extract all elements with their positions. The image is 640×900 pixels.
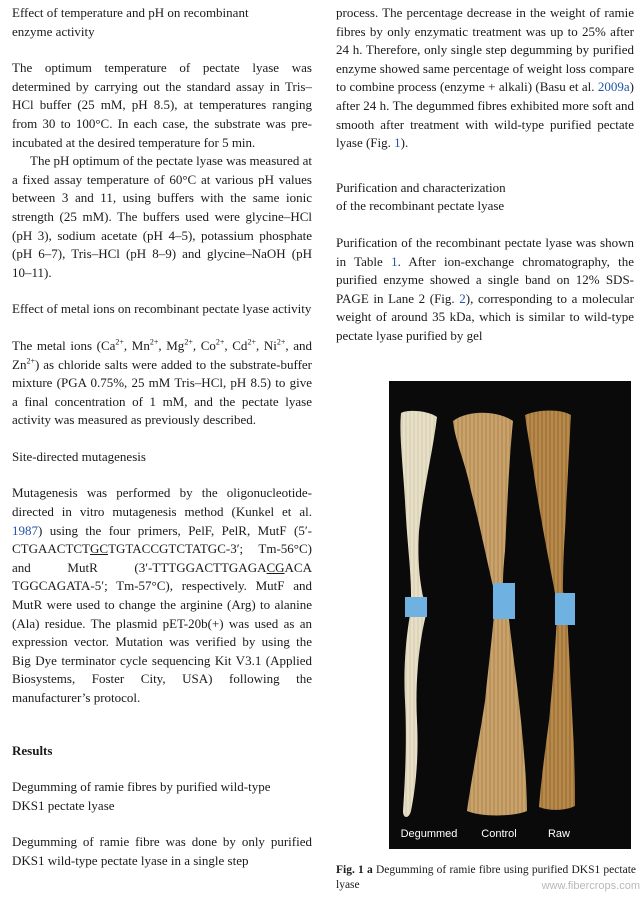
heading-mutagenesis: Site-directed mutagenesis <box>12 448 146 464</box>
raw-fibre <box>525 411 575 810</box>
figure-1-link[interactable]: 1 <box>394 135 401 151</box>
figure-2-link[interactable]: 2 <box>459 290 466 306</box>
heading-metal-ions: Effect of metal ions on recombinant pectate lyase activity <box>12 301 312 317</box>
paragraph-metal-ions: The metal ions ($Ca^{2+}$, $Mn^{2+}$, $Mg^{2+}$, $Co^{2+}$, $Cd^{2+}$, $Ni^{2+}$, and $Zn^{2+}$) as chloride salts were added to the substrate-buffer mixture (PGA 0.75%, 25 mM Tris–HCl, pH 8.5) to give a final concentration of 1 mM, and the pectate lyase activity was measured as previously described. <box>12 337 312 428</box>
control-fibre <box>453 413 527 816</box>
heading-degumming: Degumming of ramie fibres by purified wild-type DKS1 pectate lyase <box>12 779 271 813</box>
label-raw: Raw <box>547 828 571 840</box>
control-tape <box>493 583 515 619</box>
table-1-link[interactable]: 1 <box>391 253 398 269</box>
figure-ramie-fibres <box>389 381 631 849</box>
paragraph-degumming: Degumming of ramie fibre was done by only purified DKS1 wild-type pectate lyase in a single step <box>12 834 312 868</box>
degummed-fibre <box>400 411 437 817</box>
heading-purification: Purification and characterization of the recombinant pectate lyase <box>336 179 506 214</box>
label-control: Control <box>481 828 517 840</box>
fibre-photo <box>389 381 631 849</box>
paragraph-temperature: The optimum temperature of pectate lyase was determined by carrying out the standard assay in Tris–HCl buffer (25 mM, pH 8.5), at temperatures ranging from 30 to 100°C. In each case, the substrate was pre-incubated at the desired temperature for 5 min. <box>12 60 312 150</box>
paragraph-weight-loss: process. The percentage decrease in the weight of ramie fibres by only enzymatic treatment was up to 25% after 24 h. Therefore, only single step degumming by purified enzyme showed same percentage of weight loss compare to combine process (enzyme + alkali) (Basu et al. 2009a) after 24 h. The degummed fibres exhibited more soft and smooth after treatment with wild-type purified pectate lyase (Fig. 1). <box>336 5 634 151</box>
citation-basu[interactable]: 2009a <box>597 79 630 95</box>
label-degummed: Degummed <box>400 828 458 840</box>
paragraph-mutagenesis: Mutagenesis was performed by the oligonucleotide-directed in vitro mutagenesis method (Kunkel et al. 1987) using the four primers, PelF, PelR, MutF (5′-CTGAACTCTGCTGTACCGTCTATGC-3′; Tm-56°C) and MutR (3′-TTTGGACTTGAGACGACA TGGCAGATA-5′; Tm-57°C), respectively. MutF and MutR were used to change the arginine (Arg) to alanine (Ala) residue. The plasmid pET-20b(+) was used as an expression vector. Mutation was verified by using the Big Dye terminator cycle sequencing Kit V3.1 (Applied Biosystems, Foster City, USA) following the manufacturer’s protocol. <box>12 485 312 705</box>
watermark: www.fibercrops.com <box>541 880 640 892</box>
heading-results: Results <box>12 742 53 758</box>
heading-temp-ph: Effect of temperature and pH on recombinant enzyme activity <box>12 5 249 39</box>
paragraph-ph: The pH optimum of the pectate lyase was measured at a fixed assay temperature of 60°C at various pH values between 3 and 11, using buffers with the same ionic strength (25 mM). The buffers used were glycine–HCl (pH 3), sodium acetate (pH 4–5), potassium phosphate (pH 6–7), Tris–HCl (pH 8–9) and glycine–NaOH (pH 10–11). <box>12 153 312 280</box>
right-column <box>336 0 634 346</box>
paragraph-purification: Purification of the recombinant pectate lyase was shown in Table 1. After ion-exchange chromatography, the purified enzyme showed a single band on 12% SDS-PAGE in Lane 2 (Fig. 2), corresponding to a molecular weight of around 35 kDa, which is similar to wild-type pectate lyase purified by gel <box>336 234 635 343</box>
citation-kunkel[interactable]: 1987 <box>12 522 38 538</box>
figure-caption: Fig. 1 a Degumming of ramie fibre using purified DKS1 pectate lyase <box>336 864 636 891</box>
degummed-tape <box>405 597 427 617</box>
left-column <box>12 0 312 871</box>
raw-tape <box>555 593 575 625</box>
